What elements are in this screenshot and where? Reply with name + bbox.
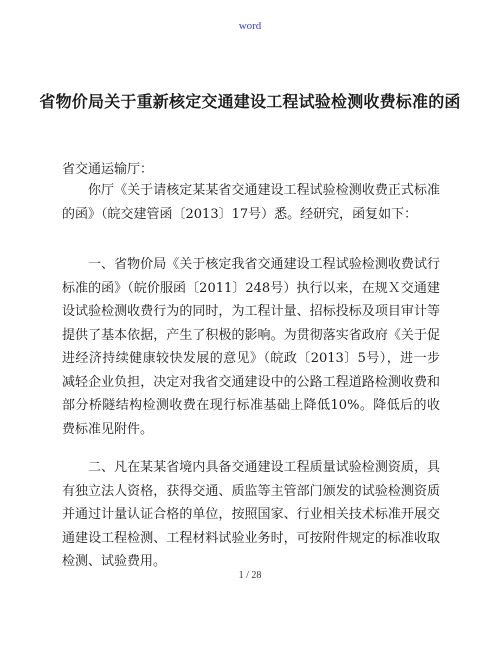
document-title: 省物价局关于重新核定交通建设工程试验检测收费标准的函 bbox=[39, 92, 461, 111]
paragraph-section-one: 一、省物价局《关于核定我省交通建设工程试验检测收费试行标准的函》（皖价服函〔2011〕248号）执行以来，在规Ｘ交通建设试验检测收费行为的同时，为工程计量、招标投标及项目审计等提供了基本依据，产生了积极的影响。为贯彻落实省政府《关于促进经济持续健康较快发展的意见》（皖政〔2013〕5号），进一步减轻企业负担，决定对我省交通建设中的公路工程道路检测收费和部分桥隧结构检测收费在现行标准基础上降低10%。降低后的收费标准见附件。 bbox=[62, 257, 440, 437]
page-number: 1 / 28 bbox=[238, 570, 262, 581]
paragraph-intro: 你厅《关于请核定某某省交通建设工程试验检测收费正式标准的函》（皖交建管函〔2013〕17号）悉。经研究，函复如下： bbox=[62, 183, 440, 222]
paragraph-section-two: 二、凡在某某省境内具备交通建设工程质量试验检测资质，具有独立法人资格，获得交通、质监等主管部门颁发的试验检测资质并通过计量认证合格的单位，按照国家、行业相关技术标准开展交通建设工程检测、工程材料试验业务时，可按附件规定的标准收取检测、试验费用。 bbox=[62, 460, 440, 569]
salutation: 省交通运输厅： bbox=[62, 162, 154, 177]
header-word-label: word bbox=[238, 20, 262, 32]
